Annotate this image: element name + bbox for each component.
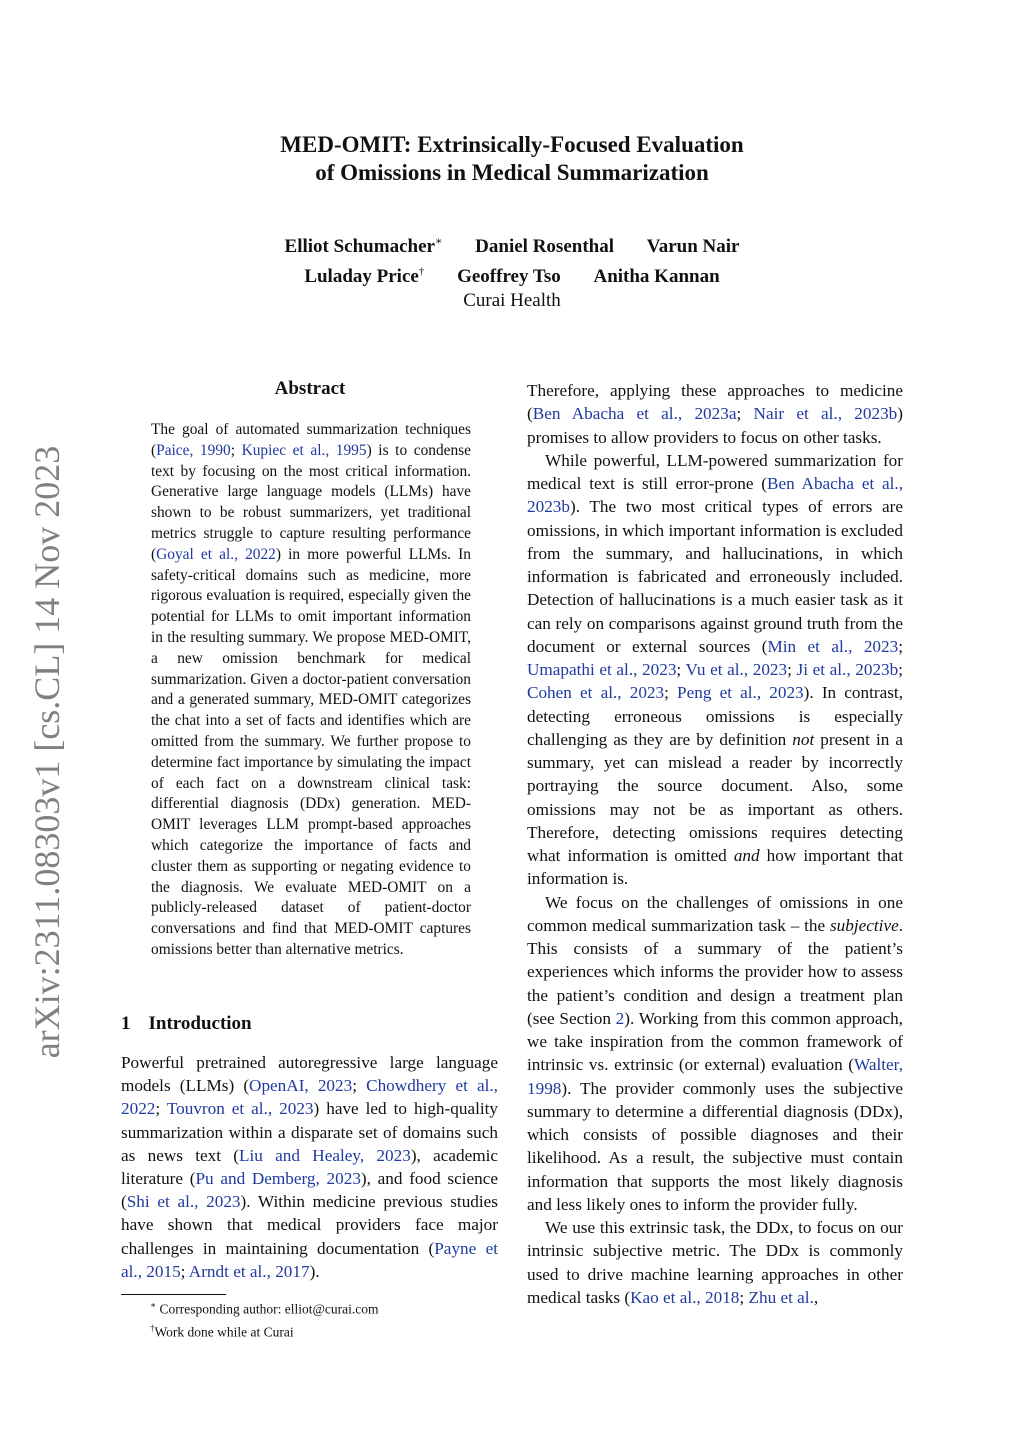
paragraph: We focus on the challenges of omissions in one common medical summarization task – the subjective. This consists of a summary of the patient’s experiences which informs the provider how to assess the patient’s condition and design a treatment plan (see Section 2). Working from this common approach, we take inspiration from the common framework of intrinsic vs. extrinsic (or external) evaluation (Walter, 1998). The provider commonly uses the subjective summary to determine a differential diagnosis (DDx), which consists of possible diagnoses and their likelihood. As a result, the subjective must contain information that supports the most likely diagnosis and less likely ones to inform the provider fully. xyxy=(527,892,903,1214)
citation-link[interactable]: Chowdhery et al., 2022 xyxy=(121,1076,498,1119)
author-name: Luladay Price† xyxy=(304,265,425,287)
citation-link[interactable]: Goyal et al., 2022 xyxy=(156,545,276,563)
citation-link[interactable]: Paice, 1990 xyxy=(156,441,231,459)
citation-link[interactable]: Payne et al., 2015 xyxy=(121,1238,498,1281)
paper-title xyxy=(0,131,1024,187)
citation-link[interactable]: Cohen et al., 2023 xyxy=(527,683,665,703)
citation-link[interactable]: Arndt et al., 2017 xyxy=(188,1261,310,1281)
arxiv-stamp-text: arXiv:2311.08303v1 [cs.CL] 14 Nov 2023 xyxy=(27,445,67,1059)
citation-link[interactable]: Kao et al., 2018 xyxy=(630,1287,740,1307)
paragraph: While powerful, LLM-powered summarization for medical text is still error-prone (Ben Abacha et al., 2023b). The two most critical types of errors are omissions, in which important information is excluded from the summary, and hallucinations, in which information is fabricated and erroneously included. Detection of hallucinations is a much easier task as it can rely on comparisons against ground truth from the document or external sources (Min et al., 2023; Umapathi et al., 2023; Vu et al., 2023; Ji et al., 2023b; Cohen et al., 2023; Peng et al., 2023). In contrast, detecting erroneous omissions is especially challenging as they are by definition not present in a summary, yet can mislead a reader by incorrectly portraying the source document. Also, some omissions may not be as important as others. Therefore, detecting omissions requires detecting what information is omitted and how important that information is. xyxy=(527,450,904,889)
paragraph: We use this extrinsic task, the DDx, to focus on our intrinsic subjective metric. The DDx is commonly used to drive machine learning approaches in other medical tasks (Kao et al., 2018; Zhu et al., xyxy=(527,1218,903,1307)
citation-link[interactable]: Zhu et al. xyxy=(748,1287,814,1307)
right-column xyxy=(527,379,903,1309)
footnote-2: †Work done while at Curai xyxy=(150,1322,294,1339)
arxiv-stamp xyxy=(22,447,72,1057)
citation-link[interactable]: Walter, 1998 xyxy=(527,1055,903,1098)
author-block xyxy=(0,230,1024,313)
abstract-body: The goal of automated summarization techniques (Paice, 1990; Kupiec et al., 1995) is to condense text by focusing on the most critical information. Generative large language models (LLMs) have shown to be robust summarizers, yet traditional metrics struggle to capture resulting performance (Goyal et al., 2022) in more powerful LLMs. In safety-critical domains such as medicine, more rigorous evaluation is required, especially given the potential for LLMs to omit important information in the resulting summary. We propose MED-OMIT, a new omission benchmark for medical summarization. Given a doctor-patient conversation and a generated summary, MED-OMIT categorizes the chat into a set of facts and identifies which are omitted from the summary. We further propose to determine fact importance by simulating the impact of each fact on a downstream clinical task: differential diagnosis (DDx) generation. MED-OMIT leverages LLM prompt-based approaches which categorize the importance of facts and cluster them as supporting or negating evidence to the diagnosis. We evaluate MED-OMIT on a publicly-released dataset of patient-doctor conversations and find that MED-OMIT captures omissions better than alternative metrics. xyxy=(151,421,472,958)
citation-link[interactable]: Pu and Demberg, 2023 xyxy=(195,1169,361,1189)
affiliation: Curai Health xyxy=(463,289,561,311)
citation-link[interactable]: Peng et al., 2023 xyxy=(677,683,804,703)
title-line-2: of Omissions in Medical Summarization xyxy=(315,160,709,185)
citation-link[interactable]: Ji et al., 2023b xyxy=(796,660,899,679)
citation-link[interactable]: Shi et al., 2023 xyxy=(126,1192,241,1212)
footnotes xyxy=(150,1296,379,1341)
citation-link[interactable]: Kupiec et al., 1995 xyxy=(241,441,367,459)
author-row-1 xyxy=(0,230,1024,259)
introduction-body: Powerful pretrained autoregressive large language models (LLMs) (OpenAI, 2023; Chowdhery et al., 2022; Touvron et al., 2023) have led to high-quality summarization within a disparate set of domains such as news text (Liu and Healey, 2023), academic literature (Pu and Demberg, 2023), and food science (Shi et al., 2023). Within medicine previous studies have shown that medical providers face major challenges in maintaining documentation (Payne et al., 2015; Arndt et al., 2017). xyxy=(121,1053,499,1281)
citation-link[interactable]: Vu et al., 2023 xyxy=(685,660,788,679)
citation-link[interactable]: Touvron et al., 2023 xyxy=(166,1099,314,1119)
abstract-heading: Abstract xyxy=(274,378,346,399)
citation-link[interactable]: Ben Abacha et al., 2023a xyxy=(532,404,737,424)
citation-link[interactable]: Nair et al., 2023b xyxy=(753,404,898,424)
author-name: Geoffrey Tso xyxy=(457,265,561,287)
citation-link[interactable]: Ben Abacha et al., 2023b xyxy=(527,474,904,517)
paragraph: Therefore, applying these approaches to medicine (Ben Abacha et al., 2023a; Nair et al., 2023b) promises to allow providers to focus on other tasks. xyxy=(527,381,903,447)
author-name: Varun Nair xyxy=(646,236,740,258)
footnote-1: ∗ Corresponding author: elliot@curai.com xyxy=(150,1300,379,1317)
section-link[interactable]: 2 xyxy=(615,1008,625,1028)
title-line-1: MED-OMIT: Extrinsically-Focused Evaluation xyxy=(280,132,744,157)
author-name: Elliot Schumacher∗ xyxy=(284,236,443,258)
citation-link[interactable]: Liu and Healey, 2023 xyxy=(239,1145,411,1165)
footnote-rule xyxy=(121,1294,226,1295)
section-heading-introduction: 1 Introduction xyxy=(121,1013,252,1034)
citation-link[interactable]: Min et al., 2023 xyxy=(767,636,899,656)
author-name: Daniel Rosenthal xyxy=(475,236,614,258)
citation-link[interactable]: Umapathi et al., 2023 xyxy=(527,660,677,679)
author-name: Anitha Kannan xyxy=(593,265,720,287)
citation-link[interactable]: OpenAI, 2023 xyxy=(249,1076,353,1096)
author-row-2 xyxy=(0,259,1024,288)
